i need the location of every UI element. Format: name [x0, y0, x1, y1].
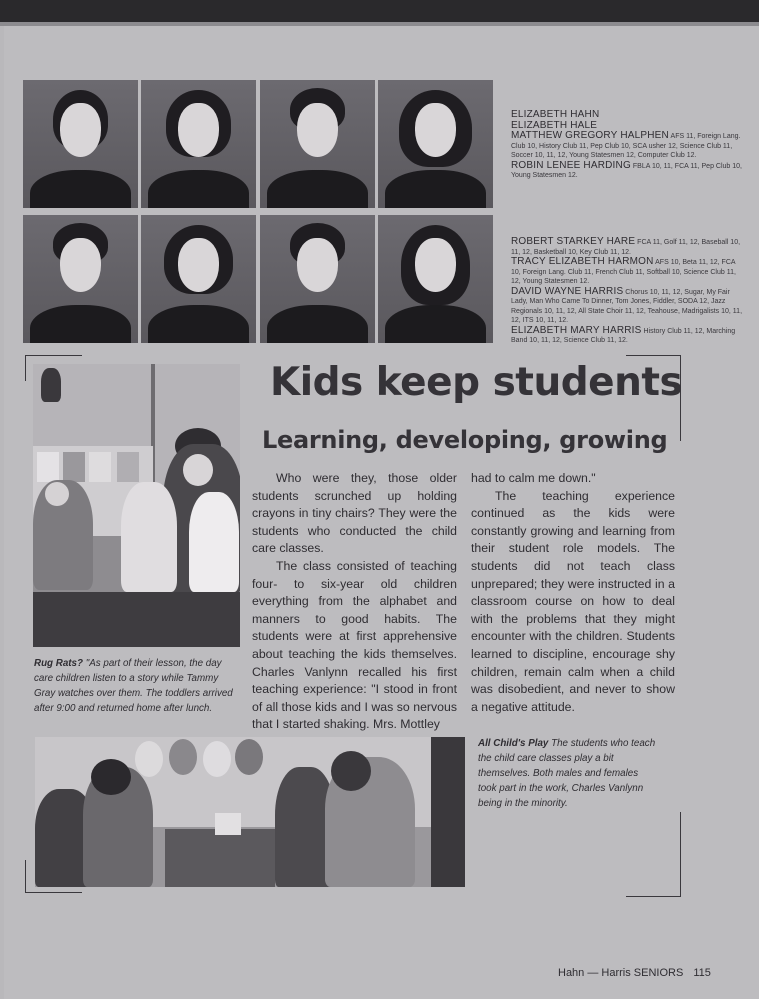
page-footer [558, 967, 711, 979]
portrait-harding [378, 80, 493, 208]
article-column-1 [252, 470, 457, 734]
caption-heading: Rug Rats? [34, 658, 83, 669]
senior-names-bottom [511, 237, 743, 346]
caption-text: The students who teach the child care classes play a bit themselves. Both males and females took part in the work, Charles Vanlynn being in the minority. [478, 738, 656, 809]
senior-entry: TRACY ELIZABETH HARMON AFS 10, Beta 11, 12, FCA 10, Foreign Lang. Club 11, French Club 11, Softball 10, Science Club 11, 12, Young Statesmen 12. [511, 256, 736, 285]
article-paragraph: The teaching experience continued as the kids were constantly growing and learning from their student role models. The students did not teach class unprepared; they were instructed in a classroom course on how to deal with the problems that they might encounter with the children. Students learned to discipline, encourage shy children, remain calm when a child was disobedient, and never to show a negative attitude. [471, 488, 675, 714]
senior-entry: ROBIN LENEE HARDING FBLA 10, 11, FCA 11, Pep Club 10, Young Statesmen 12. [511, 159, 742, 179]
corner-bracket-bottom-right [626, 812, 681, 897]
portrait-halphen [260, 80, 375, 208]
rug-rats-photo [33, 364, 240, 647]
article-paragraph: The class consisted of teaching four- to six-year old children everything from the alphabet and manners to good habits. The students were at first apprehensive about teaching the kids themselves. Charles Vanlynn recalled his first teaching experience: "I stood in front of all those kids and I was so nervous that I started shaking. Mrs. Mottley [252, 558, 457, 732]
portrait-harris-elizabeth [378, 215, 493, 343]
senior-entry: ROBERT STARKEY HARE FCA 11, Golf 11, 12, Baseball 10, 11, 12, Basketball 10, Key Club 11, 12. [511, 236, 741, 256]
portrait-hale [141, 80, 256, 208]
portrait-hare [23, 215, 138, 343]
childs-play-photo [35, 737, 465, 887]
portrait-harmon [141, 215, 256, 343]
article-column-2 [471, 470, 675, 716]
childs-play-caption [478, 736, 658, 811]
rug-rats-caption [34, 656, 242, 716]
article-subtitle: Learning, developing, growing [262, 426, 668, 454]
article-paragraph: Who were they, those older students scrunched up holding crayons in tiny chairs? They were the students who conducted the child care classes. [252, 471, 457, 556]
senior-names-top [511, 110, 743, 181]
page-number: 115 [693, 967, 711, 979]
senior-entry: DAVID WAYNE HARRIS Chorus 10, 11, 12, Sugar, My Fair Lady, Man Who Came To Dinner, Tom Jones, Fiddler, SODA 12, Jazz Regionals 10, 11, 12, All State Choir 11, 12, Teahouse, Madrigalists 10, 11, 12, ITS 10, 11, 12. [511, 285, 743, 324]
scan-top-edge [0, 0, 759, 22]
article-paragraph: had to calm me down." [471, 471, 596, 485]
senior-entry: ELIZABETH MARY HARRIS History Club 11, 12, Marching Band 10, 11, 12, Science Club 11, 12. [511, 324, 736, 344]
portrait-hahn [23, 80, 138, 208]
caption-text: "As part of their lesson, the day care children listen to a story while Tammy Gray watches over them. The toddlers arrived after 9:00 and returned home after lunch. [34, 658, 233, 714]
senior-entry: ELIZABETH HALE [511, 119, 598, 131]
caption-heading: All Child's Play [478, 738, 549, 749]
senior-entry: ELIZABETH HAHN [511, 109, 600, 120]
portrait-harris-david [260, 215, 375, 343]
footer-section-label: Hahn — Harris SENIORS [558, 967, 684, 979]
senior-entry: MATTHEW GREGORY HALPHEN AFS 11, Foreign Lang. Club 10, History Club 11, Pep Club 10, SCA usher 12, Science Club 11, Soccer 10, 11, 12, Young Statesmen 12, Computer Club 12. [511, 130, 741, 159]
article-title: Kids keep students [270, 360, 683, 405]
